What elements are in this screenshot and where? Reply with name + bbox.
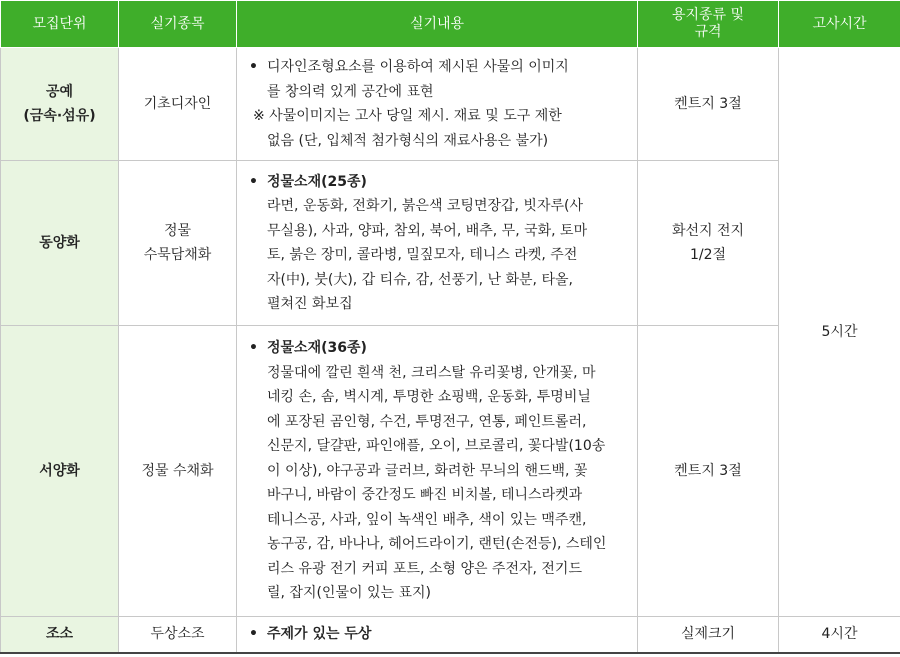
content-line: 릴, 잡지(인물이 있는 표지): [267, 585, 431, 602]
header-row: [1, 1, 900, 48]
paper-line: 화선지 전지: [671, 222, 745, 239]
header-time: 고사시간: [779, 1, 900, 48]
table-row: [1, 48, 900, 161]
table-row: [1, 326, 900, 617]
subject-cell: [119, 161, 237, 326]
content-line: 바구니, 바람이 중간정도 빠진 비치볼, 테니스라켓과: [267, 487, 583, 504]
content-cell: [237, 161, 638, 326]
bullet-mark: •: [249, 59, 258, 75]
header-subject: 실기종목: [119, 1, 237, 48]
subject-line: 두상소조: [150, 626, 205, 642]
paper-cell: [638, 326, 779, 617]
content-line: 네킹 손, 솜, 벽시계, 투명한 쇼핑백, 운동화, 투명비닐: [267, 389, 591, 406]
content-cell: [237, 617, 638, 653]
content-line: 를 창의력 있게 공간에 표현: [267, 83, 434, 100]
unit-line: 조소: [45, 626, 74, 642]
content-bullet-line: [249, 336, 627, 361]
paper-line: 1/2절: [689, 247, 727, 263]
subject-cell: [119, 326, 237, 617]
content-title: 주제가 있는 두상: [267, 626, 372, 642]
unit-line: 서양화: [39, 462, 80, 479]
content-cell: [237, 326, 638, 617]
subject-cell: [119, 617, 237, 653]
unit-cell: [1, 48, 119, 161]
content-line: 신문지, 달걀판, 파인애플, 오이, 브로콜리, 꽃다발(10송: [267, 438, 606, 455]
bullet-mark: •: [249, 173, 258, 190]
unit-cell: [1, 161, 119, 326]
content-line: 에 포장된 곰인형, 수건, 투명전구, 연통, 페인트롤러,: [267, 413, 587, 430]
content-line: 무실용), 사과, 양파, 참외, 북어, 배추, 무, 국화, 토마: [267, 222, 588, 239]
content-bullet-line: [249, 170, 627, 195]
header-unit: 모집단위: [1, 1, 119, 48]
note-line: ※ 사물이미지는 고사 당일 제시. 재료 및 도구 제한: [253, 108, 562, 124]
content-cell: [237, 48, 638, 161]
content-line: 토, 붉은 장미, 콜라병, 밀짚모자, 테니스 라켓, 주전: [267, 247, 578, 263]
unit-line: 공예: [45, 83, 74, 100]
content-line: 테니스공, 사과, 잎이 녹색인 배추, 색이 있는 맥주캔,: [267, 511, 587, 528]
subject-line: 정물: [163, 222, 192, 239]
table-row: [1, 617, 900, 653]
unit-line: (금속·섬유): [23, 108, 96, 124]
content-line: 자(中), 붓(大), 갑 티슈, 감, 선풍기, 난 화분, 타올,: [267, 271, 573, 288]
paper-line: 켄트지 3절: [674, 462, 742, 479]
content-line: 펼쳐진 화보집: [267, 296, 353, 312]
header-paper: 용지종류 및 규격: [638, 1, 779, 48]
content-line: 농구공, 감, 바나나, 헤어드라이기, 랜턴(손전등), 스테인: [267, 536, 607, 553]
subject-cell: [119, 48, 237, 161]
table-row: [1, 161, 900, 326]
time-cell: 4시간: [779, 617, 900, 653]
content-line: 라면, 운동화, 전화기, 붉은색 코팅면장갑, 빗자루(사: [267, 198, 583, 214]
shared-time-cell: 5시간: [779, 48, 900, 617]
paper-cell: [638, 48, 779, 161]
content-title: 정물소재(25종): [267, 173, 367, 190]
unit-cell: [1, 326, 119, 617]
content-bullet-line: [249, 622, 627, 647]
content-line: 정물대에 깔린 흰색 천, 크리스탈 유리꽃병, 안개꽃, 마: [267, 364, 596, 381]
unit-line: 동양화: [39, 234, 80, 251]
subject-line: 기초디자인: [143, 95, 212, 112]
paper-line: 켄트지 3절: [674, 95, 742, 112]
subject-line: 수묵담채화: [143, 247, 212, 263]
content-line: 리스 유광 전기 커피 포트, 소형 양은 주전자, 전기드: [267, 560, 582, 577]
content-line: 디자인조형요소를 이용하여 제시된 사물의 이미지: [267, 59, 569, 75]
paper-cell: [638, 161, 779, 326]
subject-line: 정물 수채화: [141, 462, 214, 479]
bullet-mark: •: [249, 626, 258, 642]
bullet-mark: •: [249, 340, 258, 357]
paper-line: 실제크기: [680, 626, 736, 642]
content-line: 이 이상), 야구공과 글러브, 화려한 무늬의 핸드백, 꽃: [267, 462, 588, 479]
paper-cell: [638, 617, 779, 653]
content-title: 정물소재(36종): [267, 340, 367, 357]
unit-cell: [1, 617, 119, 653]
content-bullet-line: [249, 55, 627, 80]
header-content: 실기내용: [237, 1, 638, 48]
note-line: 없음 (단, 입체적 첨가형식의 재료사용은 불가): [267, 132, 549, 149]
